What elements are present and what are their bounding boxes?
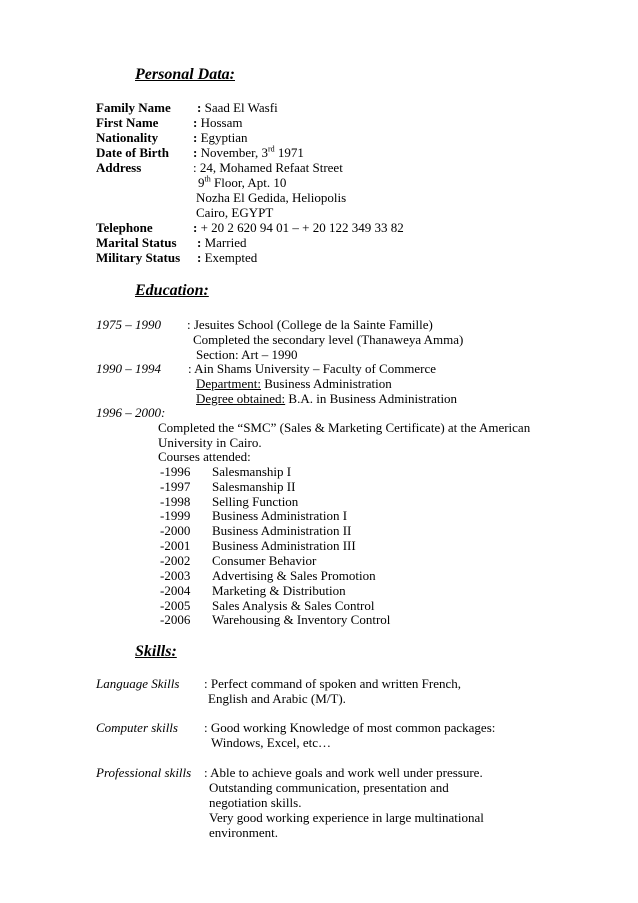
degree-label: Degree obtained: — [196, 391, 286, 406]
floor-suffix: th — [204, 174, 211, 184]
course-name: Business Administration III — [212, 538, 356, 553]
value-text: Hossam — [197, 115, 243, 130]
course-code: -2000 — [160, 523, 191, 538]
edu-1-line-1: : Jesuites School (College de la Sainte Famille) — [187, 317, 433, 332]
skills-heading: Skills: — [135, 643, 177, 660]
family-name-value — [197, 100, 278, 115]
value-colon: : — [193, 115, 198, 130]
courses-attended-label: Courses attended: — [158, 449, 251, 464]
military-label: Military Status — [96, 250, 181, 265]
family-name-text: Saad El Wasfi — [201, 100, 278, 115]
value-colon: : — [197, 250, 202, 265]
edu-2-years: 1990 – 1994 — [96, 361, 161, 376]
value-text: Married — [201, 235, 247, 250]
edu-1-years: 1975 – 1990 — [96, 317, 161, 332]
professional-skills-line-1: : Able to achieve goals and work well under pressure. — [204, 765, 483, 780]
first-name-value — [193, 115, 242, 130]
course-code: -1998 — [160, 494, 191, 509]
edu-3-line-2: University in Cairo. — [158, 435, 262, 450]
course-code: -2006 — [160, 612, 191, 627]
course-code: -1997 — [160, 479, 191, 494]
education-heading: Education: — [135, 282, 209, 299]
edu-3-years: 1996 – 2000: — [96, 405, 166, 420]
address-label: Address — [96, 160, 142, 175]
value-colon: : — [197, 235, 202, 250]
language-skills-label: Language Skills — [96, 676, 180, 691]
dob-text: November, 3 — [197, 145, 268, 160]
value-colon: : — [193, 220, 198, 235]
course-code: -1999 — [160, 508, 191, 523]
edu-1-line-3: Section: Art – 1990 — [196, 347, 298, 362]
course-code: -2002 — [160, 553, 191, 568]
address-line-3: Nozha El Gedida, Heliopolis — [196, 190, 347, 205]
course-code: -2004 — [160, 583, 191, 598]
course-code: -1996 — [160, 464, 191, 479]
floor-number: 9 — [198, 175, 205, 190]
professional-skills-line-5: environment. — [209, 825, 278, 840]
marital-value — [197, 235, 246, 250]
professional-skills-line-4: Very good working experience in large multinational — [209, 810, 484, 825]
value-text: Egyptian — [197, 130, 248, 145]
course-name: Salesmanship II — [212, 479, 296, 494]
marital-label: Marital Status — [96, 235, 177, 250]
personal-data-heading: Personal Data: — [135, 66, 235, 83]
address-line-1: : 24, Mohamed Refaat Street — [193, 160, 343, 175]
dob-value — [193, 145, 304, 160]
course-name: Consumer Behavior — [212, 553, 317, 568]
dob-label: Date of Birth — [96, 145, 169, 160]
value-colon: : — [197, 100, 202, 115]
course-name: Business Administration II — [212, 523, 352, 538]
course-code: -2003 — [160, 568, 191, 583]
course-name: Marketing & Distribution — [212, 583, 346, 598]
language-skills-line-1: : Perfect command of spoken and written French, — [204, 676, 462, 691]
dob-suffix: rd — [267, 144, 275, 154]
professional-skills-label: Professional skills — [96, 765, 192, 780]
nationality-label: Nationality — [96, 130, 159, 145]
course-name: Selling Function — [212, 494, 299, 509]
edu-1-line-2: Completed the secondary level (Thanaweya Amma) — [193, 332, 464, 347]
degree-value: B.A. in Business Administration — [285, 391, 458, 406]
computer-skills-line-1: : Good working Knowledge of most common packages: — [204, 720, 496, 735]
edu-2-department — [196, 376, 392, 391]
nationality-value — [193, 130, 248, 145]
family-name-label: Family Name — [96, 100, 171, 115]
edu-3-line-1: Completed the “SMC” (Sales & Marketing Certificate) at the American — [158, 420, 531, 435]
value-colon: : — [193, 130, 198, 145]
value-text: + 20 2 620 94 01 – + 20 122 349 33 82 — [197, 220, 404, 235]
computer-skills-line-2: Windows, Excel, etc… — [211, 735, 332, 750]
professional-skills-line-2: Outstanding communication, presentation and — [209, 780, 449, 795]
telephone-value — [193, 220, 404, 235]
military-value — [197, 250, 257, 265]
course-code: -2005 — [160, 598, 191, 613]
telephone-label: Telephone — [96, 220, 153, 235]
value-colon: : — [193, 145, 198, 160]
course-name: Sales Analysis & Sales Control — [212, 598, 375, 613]
value-text: Exempted — [201, 250, 258, 265]
dob-year: 1971 — [274, 145, 304, 160]
address-line-2 — [198, 175, 286, 190]
first-name-label: First Name — [96, 115, 159, 130]
course-name: Business Administration I — [212, 508, 348, 523]
address-line-4: Cairo, EGYPT — [196, 205, 274, 220]
edu-2-degree — [196, 391, 457, 406]
course-code: -2001 — [160, 538, 191, 553]
department-label: Department: — [196, 376, 261, 391]
language-skills-line-2: English and Arabic (M/T). — [208, 691, 346, 706]
course-name: Advertising & Sales Promotion — [212, 568, 376, 583]
course-name: Warehousing & Inventory Control — [212, 612, 391, 627]
floor-text: Floor, Apt. 10 — [210, 175, 287, 190]
course-name: Salesmanship I — [212, 464, 292, 479]
department-value: Business Administration — [260, 376, 392, 391]
edu-2-line-1: : Ain Shams University – Faculty of Commerce — [188, 361, 437, 376]
computer-skills-label: Computer skills — [96, 720, 178, 735]
professional-skills-line-3: negotiation skills. — [209, 795, 302, 810]
